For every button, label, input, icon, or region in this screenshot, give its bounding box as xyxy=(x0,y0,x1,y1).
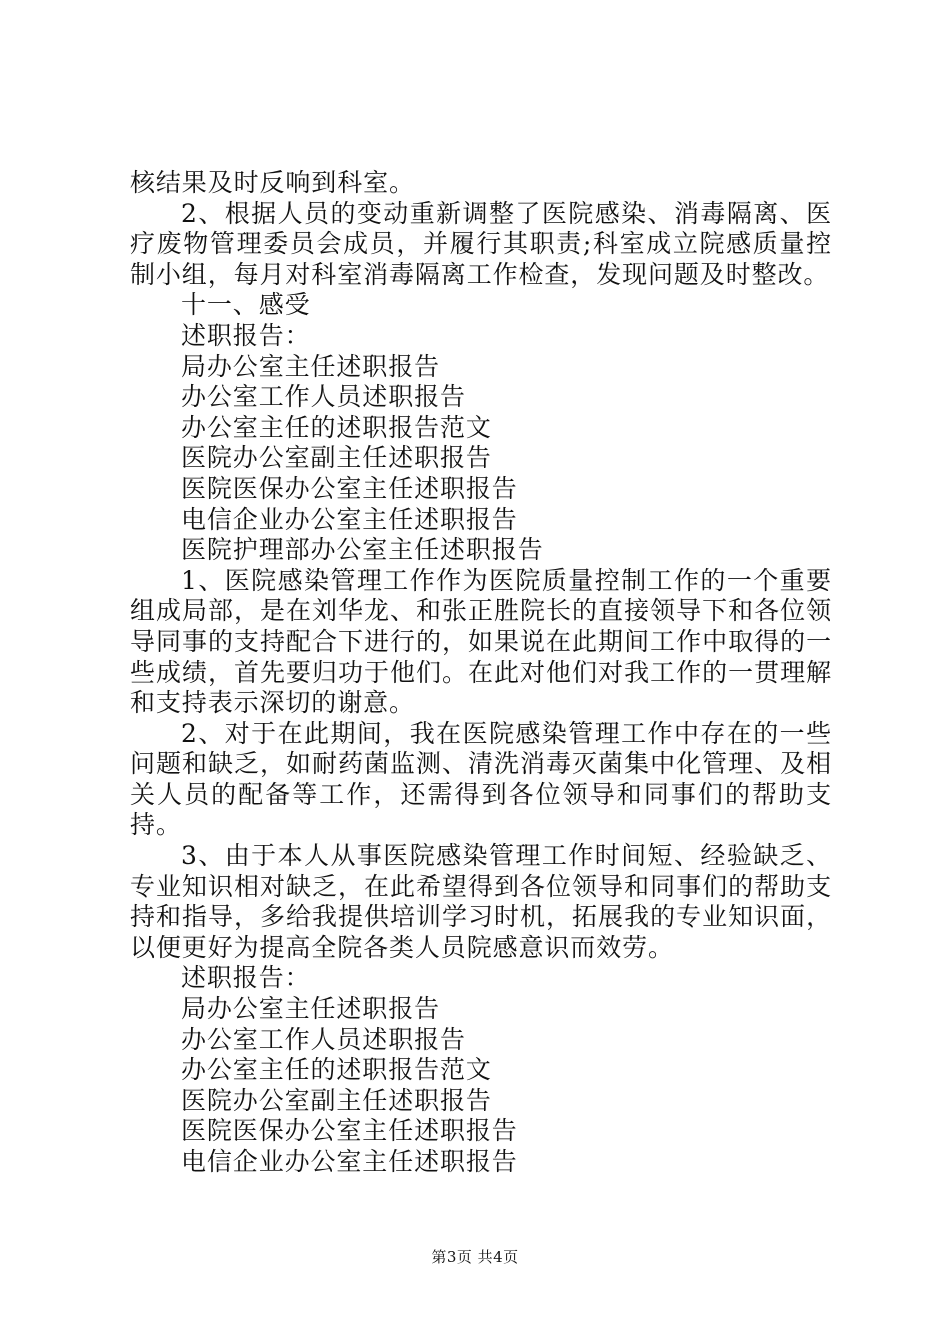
list-item: 医院医保办公室主任述职报告 xyxy=(181,1116,518,1146)
paragraph: 3、由于本人从事医院感染管理工作时间短、经验缺乏、专业知识相对缺乏，在此希望得到各位领导和同事们的帮助支持和指导，多给我提供培训学习时机，拓展我的专业知识面，以便更好为提高全院各类人员院感意识而效劳。 xyxy=(130,841,832,962)
list-item: 办公室主任的述职报告范文 xyxy=(181,1055,492,1085)
list-item: 医院护理部办公室主任述职报告 xyxy=(181,535,544,565)
paragraph: 2、根据人员的变动重新调整了医院感染、消毒隔离、医疗废物管理委员会成员，并履行其职责;科室成立院感质量控制小组，每月对科室消毒隔离工作检查，发现问题及时整改。 xyxy=(130,198,832,289)
paragraph: 2、对于在此期间，我在医院感染管理工作中存在的一些问题和缺乏，如耐药菌监测、清洗消毒灭菌集中化管理、及相关人员的配备等工作，还需得到各位领导和同事们的帮助支持。 xyxy=(130,718,832,840)
list-item: 医院办公室副主任述职报告 xyxy=(181,1085,492,1115)
list-item: 医院办公室副主任述职报告 xyxy=(181,443,492,473)
list-item: 局办公室主任述职报告 xyxy=(181,351,441,381)
page-footer: 第3页 共4页 xyxy=(431,1248,519,1266)
list-item: 医院医保办公室主任述职报告 xyxy=(181,473,518,503)
list-item: 办公室主任的述职报告范文 xyxy=(181,412,492,442)
list-item: 办公室工作人员述职报告 xyxy=(181,382,466,412)
section-heading: 十一、感受 xyxy=(181,290,311,320)
list-item: 办公室工作人员述职报告 xyxy=(181,1024,466,1054)
list-heading: 述职报告： xyxy=(181,963,311,993)
list-item: 局办公室主任述职报告 xyxy=(181,994,441,1024)
paragraph: 核结果及时反响到科室。 xyxy=(130,168,415,197)
list-item: 电信企业办公室主任述职报告 xyxy=(181,1147,518,1176)
paragraph: 1、医院感染管理工作作为医院质量控制工作的一个重要组成局部，是在刘华龙、和张正胜院长的直接领导下和各位领导同事的支持配合下进行的，如果说在此期间工作中取得的一些成绩，首先要归功于他们。在此对他们对我工作的一贯理解和支持表示深切的谢意。 xyxy=(130,565,832,718)
list-heading: 述职报告： xyxy=(181,320,311,350)
document-body xyxy=(130,168,832,1178)
list-item: 电信企业办公室主任述职报告 xyxy=(181,504,518,534)
